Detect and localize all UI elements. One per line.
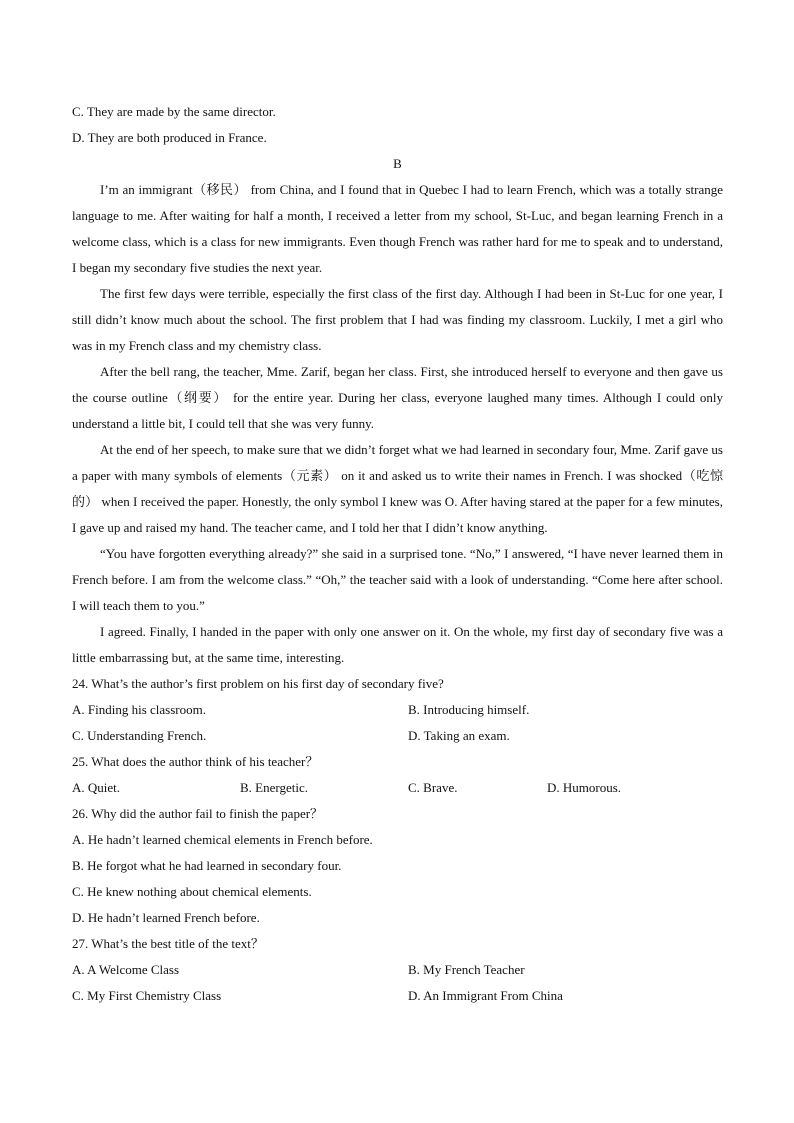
passage-paragraph-6: I agreed. Finally, I handed in the paper with only one answer on it. On the whole, my first day of secondary five was a little embarrassing but, at the same time, interesting. — [72, 624, 723, 665]
option-a[interactable]: A. A Welcome Class — [72, 962, 180, 977]
question-26 — [72, 801, 723, 931]
option-d[interactable]: D. He hadn’t learned French before. — [72, 910, 260, 925]
passage-paragraph-2: The first few days were terrible, especially the first class of the first day. Although I had been in St-Luc for one year, I still didn’t know much about the school. The first problem that I had was finding my classroom. Luckily, I met a girl who was in my French class and my chemistry class. — [72, 286, 723, 353]
section-label: B — [393, 156, 402, 171]
option-d[interactable]: D. Taking an exam. — [408, 728, 510, 743]
question-27 — [72, 931, 723, 1009]
option-c[interactable]: C. My First Chemistry Class — [72, 988, 222, 1003]
question-25 — [72, 749, 723, 801]
option-b[interactable]: B. Introducing himself. — [408, 702, 530, 717]
passage-paragraph-1: I’m an immigrant（移民） from China, and I found that in Quebec I had to learn French, which was a totally strange language to me. After waiting for half a month, I received a letter from my school, St-Luc, and began learning French in a welcome class, which is a class for new immigrants. Even though French was rather hard for me to speak and to understand, I began my secondary five studies the next year. — [72, 182, 723, 275]
option-grid — [72, 775, 723, 801]
question-24 — [72, 671, 723, 749]
option-b[interactable]: B. He forgot what he had learned in secondary four. — [72, 858, 342, 873]
option-b[interactable]: B. My French Teacher — [408, 962, 525, 977]
question-stem: 25. What does the author think of his teacher？ — [72, 754, 319, 769]
option-d[interactable]: D. Humorous. — [547, 780, 622, 795]
option-grid — [72, 957, 723, 1009]
option-a[interactable]: A. He hadn’t learned chemical elements in French before. — [72, 832, 373, 847]
question-stem: 26. Why did the author fail to finish the paper？ — [72, 806, 324, 821]
option-c[interactable]: C. Brave. — [408, 780, 458, 795]
option-d[interactable]: D. An Immigrant From China — [408, 988, 563, 1003]
passage-paragraph-4: At the end of her speech, to make sure that we didn’t forget what we had learned in secondary four, Mme. Zarif gave us a paper with many symbols of elements（元素） on it and asked us to write their names in French. I was shocked（吃惊的） when I received the paper. Honestly, the only symbol I knew was O. After having stared at the paper for a few minutes, I gave up and raised my hand. The teacher came, and I told her that I didn’t know anything. — [72, 442, 723, 535]
prev-option-d: D. They are both produced in France. — [72, 130, 267, 145]
option-c[interactable]: C. Understanding French. — [72, 728, 207, 743]
passage-paragraph-3: After the bell rang, the teacher, Mme. Zarif, began her class. First, she introduced herself to everyone and then gave us the course outline（纲要） for the entire year. During her class, everyone laughed many times. Although I could only understand a little bit, I could tell that she was very funny. — [72, 364, 723, 431]
exam-page — [72, 99, 723, 1009]
option-grid — [72, 697, 723, 749]
question-stem: 27. What’s the best title of the text？ — [72, 936, 264, 951]
option-a[interactable]: A. Quiet. — [72, 780, 121, 795]
option-b[interactable]: B. Energetic. — [240, 780, 308, 795]
passage-paragraph-5: “You have forgotten everything already?” she said in a surprised tone. “No,” I answered, “I have never learned them in French before. I am from the welcome class.” “Oh,” the teacher said with a look of understanding. “Come here after school. I will teach them to you.” — [72, 546, 723, 613]
question-stem: 24. What’s the author’s first problem on his first day of secondary five? — [72, 676, 444, 691]
option-c[interactable]: C. He knew nothing about chemical elements. — [72, 884, 312, 899]
prev-option-c: C. They are made by the same director. — [72, 104, 276, 119]
option-a[interactable]: A. Finding his classroom. — [72, 702, 206, 717]
